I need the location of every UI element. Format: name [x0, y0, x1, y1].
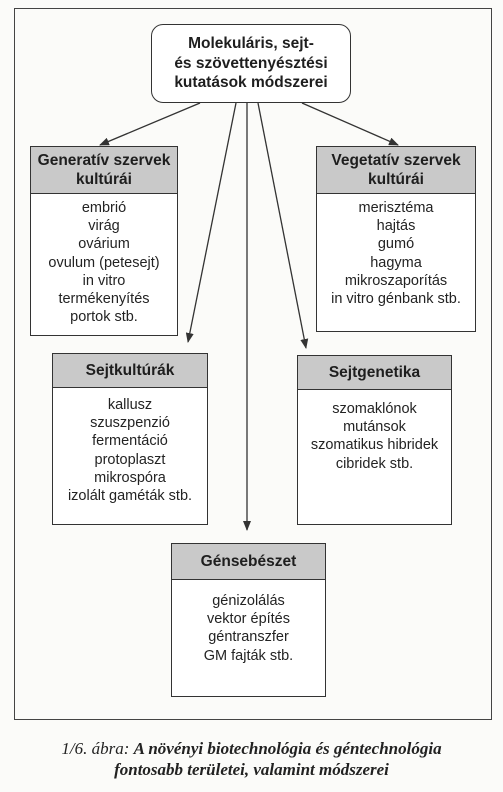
- vegetative-title-line-1: Vegetatív szervek: [331, 152, 461, 169]
- genetic-engineering-list: [172, 580, 325, 670]
- list-item: termékenyítés: [58, 291, 150, 308]
- list-item: hajtás: [376, 218, 416, 235]
- root-node: [151, 24, 351, 103]
- list-item: protoplaszt: [94, 451, 166, 468]
- list-item: kallusz: [107, 397, 153, 413]
- caption-title-part-2: fontosabb területei, valamint módszerei: [114, 760, 389, 779]
- vegetative-organs-list: [317, 194, 475, 313]
- root-line-1: Molekuláris, sejt-: [188, 35, 314, 53]
- list-item: portok stb.: [70, 309, 138, 326]
- list-item: géntranszfer: [208, 629, 289, 646]
- list-item: gumó: [377, 236, 415, 253]
- generative-organs-title: [31, 147, 177, 194]
- root-line-2: és szövettenyésztési: [174, 54, 328, 72]
- list-item: ovárium: [78, 236, 130, 253]
- list-item: virág: [88, 218, 120, 235]
- vegetative-organs-title: [317, 147, 475, 194]
- list-item: GM fajták stb.: [203, 647, 294, 664]
- list-item: embrió: [81, 200, 127, 216]
- list-item: mutánsok: [343, 419, 406, 436]
- vegetative-organs-box: [316, 146, 476, 332]
- genetic-engineering-title: Génsebészet: [172, 544, 325, 580]
- list-item: szuszpenzió: [90, 415, 170, 432]
- cell-cultures-title: Sejtkultúrák: [53, 354, 207, 388]
- list-item: in vitro génbank stb.: [331, 291, 461, 308]
- cell-cultures-list: [53, 388, 207, 510]
- list-item: fermentáció: [92, 433, 168, 450]
- list-item: ovulum (petesejt): [48, 254, 160, 271]
- arrow-to-vegetative: [302, 103, 398, 145]
- root-line-3: kutatások módszerei: [174, 74, 328, 92]
- caption-title-part-1: A növényi biotechnológia és géntechnológia: [133, 739, 442, 758]
- cell-genetics-box: [297, 355, 452, 525]
- caption-line-1: [0, 738, 503, 759]
- list-item: hagyma: [370, 254, 422, 271]
- generative-title-line-2: kultúrái: [76, 171, 132, 188]
- generative-organs-box: [30, 146, 178, 336]
- arrow-to-cell-cultures: [188, 103, 236, 342]
- list-item: szomatikus hibridek: [310, 437, 439, 454]
- figure-caption: [0, 738, 503, 780]
- generative-title-line-1: Generatív szervek: [37, 152, 171, 169]
- list-item: mikrospóra: [94, 469, 166, 486]
- caption-lead: 1/6. ábra:: [61, 739, 130, 758]
- list-item: génizolálás: [212, 593, 285, 609]
- list-item: vektor építés: [206, 611, 290, 628]
- generative-organs-list: [31, 194, 177, 331]
- arrow-to-generative: [100, 103, 200, 145]
- list-item: mikroszaporítás: [344, 272, 448, 289]
- list-item: szomaklónok: [332, 401, 417, 417]
- genetic-engineering-box: [171, 543, 326, 697]
- vegetative-title-line-2: kultúrái: [368, 171, 424, 188]
- cell-genetics-title: Sejtgenetika: [298, 356, 451, 390]
- list-item: in vitro: [82, 272, 126, 289]
- arrow-to-cell-genetics: [258, 103, 306, 348]
- list-item: merisztéma: [358, 200, 434, 216]
- list-item: izolált gaméták stb.: [67, 488, 193, 505]
- cell-cultures-box: [52, 353, 208, 525]
- list-item: cibridek stb.: [335, 455, 414, 472]
- cell-genetics-list: [298, 390, 451, 478]
